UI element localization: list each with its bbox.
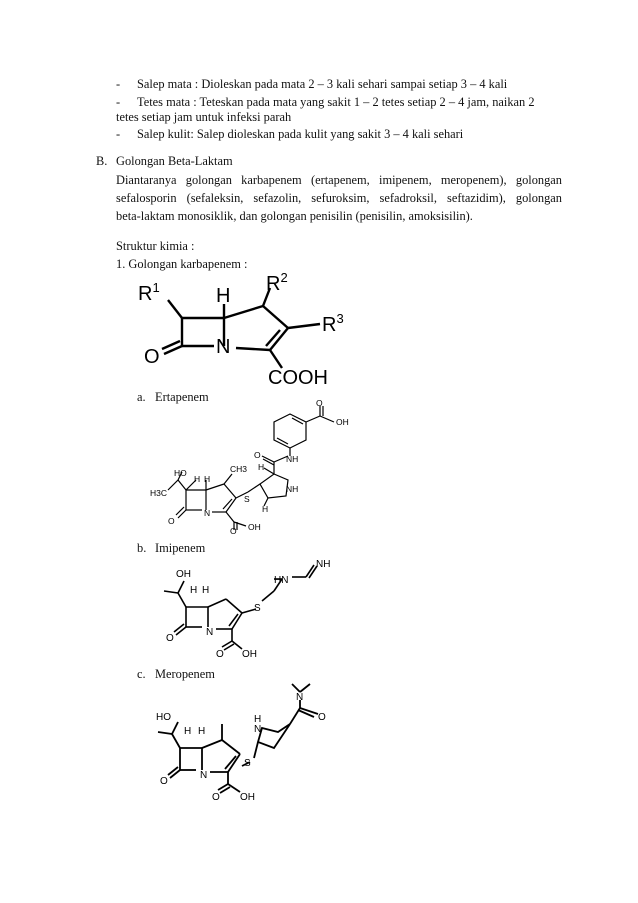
- atom-nh: NH: [286, 454, 299, 464]
- atom-o: O: [166, 633, 174, 644]
- carbapenem-core-structure: [130, 268, 360, 388]
- atom-s: S: [244, 758, 251, 769]
- ertapenem-structure: [140, 400, 360, 535]
- atom-h: H: [262, 504, 269, 514]
- atom-n: N: [200, 770, 208, 781]
- atom-h: H: [202, 585, 210, 596]
- atom-o: O: [254, 450, 261, 460]
- atom-s: S: [254, 603, 261, 614]
- section-heading: Golongan Beta-Laktam: [116, 154, 233, 168]
- atom-oh: OH: [336, 417, 349, 427]
- paragraph-line: Diantaranya golongan karbapenem (ertapenem, imipenem, meropenem), golongan: [116, 173, 562, 187]
- atom-n: N: [296, 692, 304, 703]
- imipenem-label: Imipenem: [155, 541, 206, 555]
- atom-o: O: [230, 526, 237, 535]
- ertapenem-label: Ertapenem: [155, 390, 209, 404]
- atom-h: H: [184, 726, 192, 737]
- tetes-mata-text: Tetes mata : Teteskan pada mata yang sakit 1 – 2 tetes setiap 2 – 4 jam, naikan 2: [137, 95, 535, 109]
- atom-h: H: [204, 474, 211, 484]
- bullet-dash: -: [116, 95, 121, 109]
- atom-o: O: [212, 792, 220, 803]
- r2-label: $R^2$: [266, 270, 288, 295]
- atom-nh: NH: [286, 484, 299, 494]
- atom-oh: OH: [242, 649, 257, 660]
- list-item-karbapenem: 1. Golongan karbapenem :: [116, 257, 248, 271]
- atom-hn: HN: [274, 575, 289, 586]
- atom-n: N: [204, 508, 211, 518]
- salep-mata-text: Salep mata : Dioleskan pada mata 2 – 3 kali sehari sampai setiap 3 – 4 kali: [137, 77, 508, 91]
- atom-ho: HO: [156, 712, 171, 723]
- bullet-dash: -: [116, 77, 121, 91]
- n-label: N: [216, 336, 231, 358]
- imipenem-structure: [150, 555, 370, 665]
- atom-h: H: [194, 474, 201, 484]
- bullet-dash: -: [116, 127, 121, 141]
- atom-h: H: [258, 462, 265, 472]
- atom-oh: OH: [240, 792, 255, 803]
- meropenem-label: Meropenem: [155, 667, 215, 681]
- atom-s: S: [244, 494, 250, 504]
- r3-label: $R^3$: [322, 311, 344, 336]
- o-label: O: [144, 346, 160, 368]
- struktur-label: Struktur kimia :: [116, 239, 195, 253]
- atom-n: N: [206, 627, 214, 638]
- atom-h: H: [254, 714, 262, 725]
- atom-h: H: [198, 726, 206, 737]
- tetes-mata-text-cont: tetes setiap jam untuk infeksi parah: [116, 110, 292, 124]
- atom-ch3: CH3: [230, 464, 248, 474]
- r1-label: $R^1$: [138, 280, 160, 305]
- paragraph-line: beta-laktam monosiklik, dan golongan penisilin (penisilin, amoksisilin).: [116, 209, 473, 223]
- h-label: H: [216, 285, 231, 307]
- atom-oh: OH: [176, 569, 191, 580]
- atom-o: O: [318, 712, 326, 723]
- atom-oh: OH: [248, 522, 261, 532]
- cooh-label: COOH: [268, 367, 328, 388]
- atom-h3c: H3C: [150, 488, 168, 498]
- atom-o: O: [316, 400, 323, 408]
- item-letter: c.: [137, 667, 146, 681]
- atom-nh: NH: [316, 559, 331, 570]
- atom-o: O: [216, 649, 224, 660]
- salep-kulit-text: Salep kulit: Salep dioleskan pada kulit yang sakit 3 – 4 kali sehari: [137, 127, 464, 141]
- meropenem-structure: [150, 680, 380, 810]
- item-letter: b.: [137, 541, 147, 555]
- item-letter: a.: [137, 390, 146, 404]
- atom-o: O: [168, 516, 175, 526]
- atom-o: O: [160, 776, 168, 787]
- paragraph-line: sefalosporin (sefaleksin, sefazolin, sefuroksim, sefadroksil, seftazidim), golongan: [116, 191, 562, 205]
- section-letter: B.: [96, 154, 108, 168]
- atom-h: H: [190, 585, 198, 596]
- atom-n: N: [254, 724, 262, 735]
- atom-ho: HO: [174, 468, 187, 478]
